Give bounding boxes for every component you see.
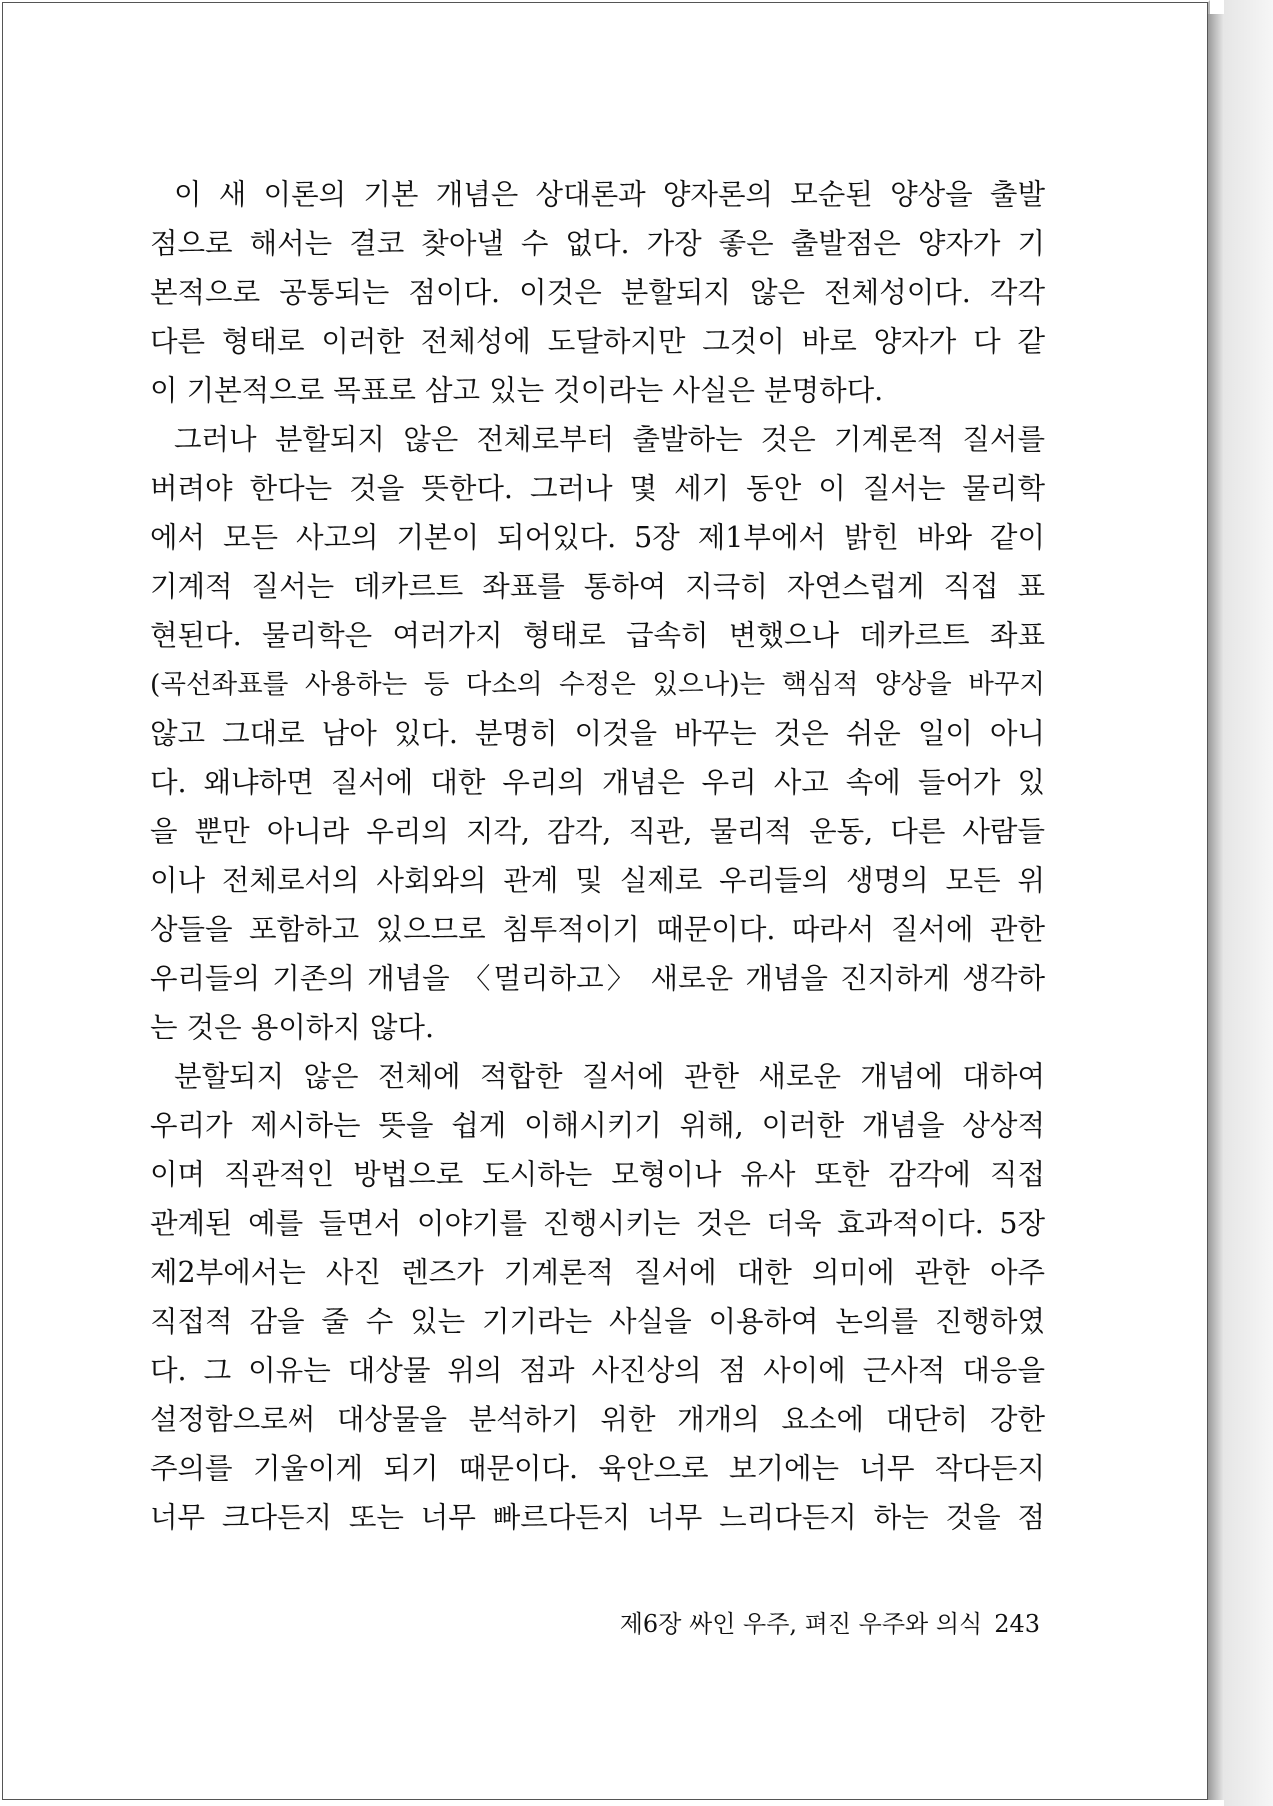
text-line: 이 새 이론의 기본 개념은 상대론과 양자론의 모순된 양상을 출발	[174, 178, 1045, 211]
text-line: 우리가 제시하는 뜻을 쉽게 이해시키기 위해, 이러한 개념을 상상적	[150, 1109, 1045, 1142]
text-line: 제2부에서는 사진 렌즈가 기계론적 질서에 대한 의미에 관한 아주	[150, 1256, 1045, 1289]
text-line: 이 기본적으로 목표로 삼고 있는 것이라는 사실은 분명하다.	[150, 374, 884, 407]
page-edge-stack	[1208, 14, 1224, 1800]
text-line: (곡선좌표를 사용하는 등 다소의 수정은 있으나)는 핵심적 양상을 바꾸지	[150, 669, 1045, 700]
viewer-background	[1224, 0, 1273, 1806]
body-text	[150, 170, 1045, 1542]
text-line: 주의를 기울이게 되기 때문이다. 육안으로 보기에는 너무 작다든지	[150, 1452, 1045, 1485]
text-line: 않고 그대로 남아 있다. 분명히 이것을 바꾸는 것은 쉬운 일이 아니	[150, 717, 1045, 750]
text-line: 을 뿐만 아니라 우리의 지각, 감각, 직관, 물리적 운동, 다른 사람들	[150, 815, 1045, 848]
text-line: 상들을 포함하고 있으므로 침투적이기 때문이다. 따라서 질서에 관한	[150, 913, 1045, 946]
text-line: 이나 전체로서의 사회와의 관계 및 실제로 우리들의 생명의 모든 위	[150, 864, 1045, 897]
text-line: 설정함으로써 대상물을 분석하기 위한 개개의 요소에 대단히 강한	[150, 1403, 1045, 1436]
text-line: 이며 직관적인 방법으로 도시하는 모형이나 유사 또한 감각에 직접	[150, 1158, 1045, 1191]
text-line: 다른 형태로 이러한 전체성에 도달하지만 그것이 바로 양자가 다 같	[150, 325, 1045, 358]
text-line: 우리들의 기존의 개념을 〈멀리하고〉 새로운 개념을 진지하게 생각하	[150, 962, 1045, 995]
text-line: 버려야 한다는 것을 뜻한다. 그러나 몇 세기 동안 이 질서는 물리학	[150, 472, 1045, 505]
paragraph-1	[150, 170, 1045, 415]
running-title: 제6장 싸인 우주, 펴진 우주와 의식	[619, 1610, 983, 1638]
text-line: 직접적 감을 줄 수 있는 기기라는 사실을 이용하여 논의를 진행하였	[150, 1305, 1045, 1338]
page-number: 243	[994, 1610, 1040, 1638]
text-line: 는 것은 용이하지 않다.	[150, 1011, 435, 1044]
paragraph-2	[150, 415, 1045, 1052]
paragraph-3	[150, 1052, 1045, 1542]
text-line: 현된다. 물리학은 여러가지 형태로 급속히 변했으나 데카르트 좌표	[150, 619, 1045, 652]
text-line: 분할되지 않은 전체에 적합한 질서에 관한 새로운 개념에 대하여	[174, 1060, 1045, 1093]
text-line: 관계된 예를 들면서 이야기를 진행시키는 것은 더욱 효과적이다. 5장	[150, 1207, 1045, 1240]
page-footer	[590, 1606, 1040, 1642]
text-line: 에서 모든 사고의 기본이 되어있다. 5장 제1부에서 밝힌 바와 같이	[150, 521, 1045, 554]
text-line: 점으로 해서는 결코 찾아낼 수 없다. 가장 좋은 출발점은 양자가 기	[150, 227, 1045, 260]
text-line: 본적으로 공통되는 점이다. 이것은 분할되지 않은 전체성이다. 각각	[150, 276, 1045, 309]
text-line: 너무 크다든지 또는 너무 빠르다든지 너무 느리다든지 하는 것을 점	[150, 1501, 1045, 1534]
text-line: 그러나 분할되지 않은 전체로부터 출발하는 것은 기계론적 질서를	[174, 423, 1045, 456]
text-line: 다. 왜냐하면 질서에 대한 우리의 개념은 우리 사고 속에 들어가 있	[150, 766, 1045, 799]
text-line: 다. 그 이유는 대상물 위의 점과 사진상의 점 사이에 근사적 대응을	[150, 1354, 1045, 1387]
text-line: 기계적 질서는 데카르트 좌표를 통하여 지극히 자연스럽게 직접 표	[150, 570, 1045, 603]
